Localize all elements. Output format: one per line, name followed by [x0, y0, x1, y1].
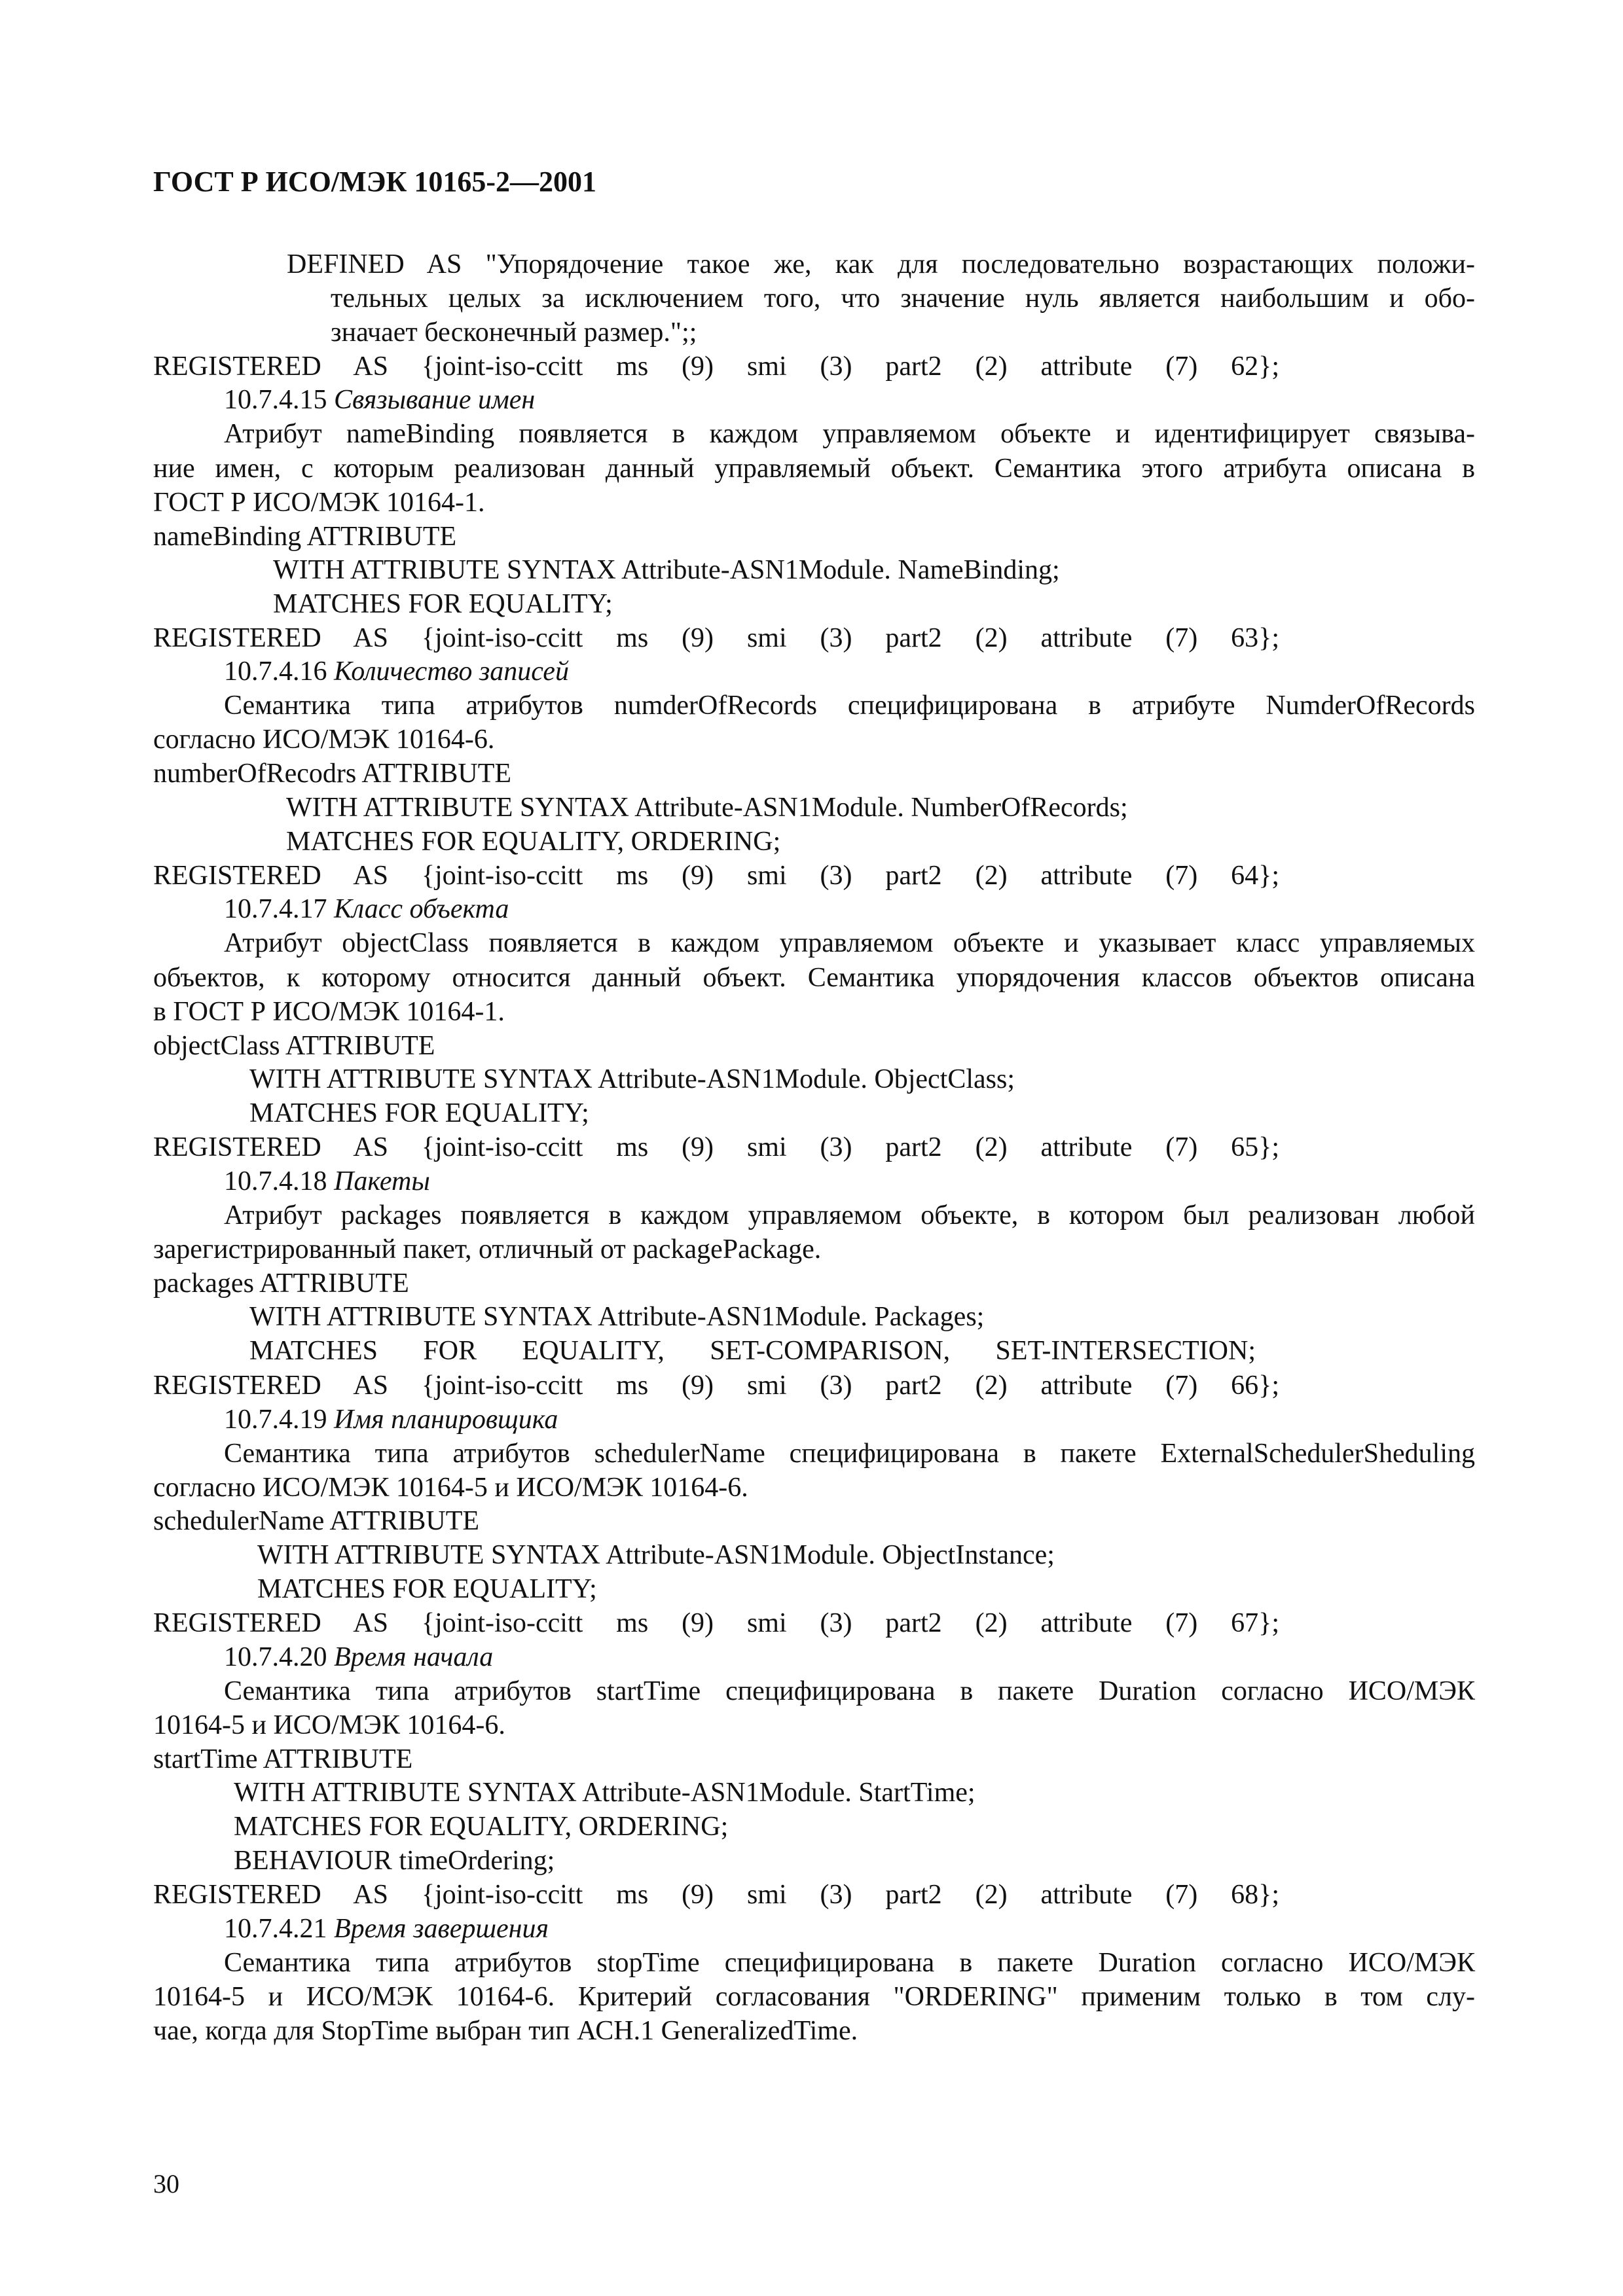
- text-line: [153, 1609, 1279, 1637]
- text-line: [234, 1779, 976, 1806]
- section-title: Класс объекта: [334, 894, 509, 924]
- line-text: schedulerName ATTRIBUTE: [153, 1506, 480, 1536]
- page-number: 30: [153, 2169, 179, 2198]
- text-line: [234, 1813, 728, 1840]
- line-text: REGISTERED AS {joint-iso-ccitt ms (9) smi (3) part2 (2) attribute (7) 62};: [153, 351, 1279, 382]
- text-line: [153, 1032, 435, 1060]
- text-line: [287, 251, 1475, 278]
- line-text: 10164-5 и ИСО/МЭК 10164-6. Критерий согласования "ORDERING" применим только в том слу-: [153, 1982, 1475, 2012]
- line-text: numberOfRecodrs ATTRIBUTE: [153, 759, 512, 789]
- text-line: [224, 692, 1475, 719]
- line-text: зарегистрированный пакет, отличный от packagePackage.: [153, 1234, 822, 1265]
- text-line: [153, 1881, 1279, 1909]
- section-heading: [224, 1643, 493, 1671]
- line-text: 10164-5 и ИСО/МЭК 10164-6.: [153, 1710, 505, 1740]
- text-line: [153, 964, 1475, 992]
- line-text: REGISTERED AS {joint-iso-ccitt ms (9) smi (3) part2 (2) attribute (7) 67};: [153, 1608, 1279, 1638]
- section-heading: [224, 1915, 549, 1943]
- section-title: Время начала: [334, 1642, 494, 1672]
- line-text: REGISTERED AS {joint-iso-ccitt ms (9) smi (3) part2 (2) attribute (7) 68};: [153, 1880, 1279, 1910]
- line-text: MATCHES FOR EQUALITY, ORDERING;: [286, 827, 781, 857]
- text-line: [224, 929, 1475, 957]
- line-text: Атрибут objectClass появляется в каждом управляемом объекте и указывает класс управляемых: [224, 928, 1475, 958]
- line-text: WITH ATTRIBUTE SYNTAX Attribute-ASN1Module. ObjectInstance;: [257, 1540, 1055, 1570]
- section-title: Пакеты: [334, 1166, 430, 1196]
- text-line: [153, 1712, 505, 1739]
- section-title: Имя планировщика: [334, 1405, 558, 1435]
- line-text: REGISTERED AS {joint-iso-ccitt ms (9) smi (3) part2 (2) attribute (7) 63};: [153, 623, 1279, 653]
- section-title: Связывание имен: [334, 385, 536, 415]
- section-title: Количество записей: [334, 656, 569, 687]
- section-heading: [224, 386, 535, 414]
- line-text: WITH ATTRIBUTE SYNTAX Attribute-ASN1Module. NumberOfRecords;: [286, 793, 1128, 823]
- line-text: согласно ИСО/МЭК 10164-6.: [153, 725, 495, 755]
- section-title: Время завершения: [334, 1914, 549, 1944]
- line-text: MATCHES FOR EQUALITY, SET-COMPARISON, SET-INTERSECTION;: [249, 1336, 1256, 1366]
- text-line: [153, 760, 511, 787]
- text-line: [257, 1575, 597, 1603]
- line-text: MATCHES FOR EQUALITY, ORDERING;: [234, 1812, 729, 1842]
- line-text: Атрибут nameBinding появляется в каждом управляемом объекте и идентифицирует связыва-: [224, 419, 1475, 449]
- line-text: Семантика типа атрибутов schedulerName специфицирована в пакете ExternalSchedulerSheduling: [224, 1439, 1475, 1469]
- text-line: [153, 1134, 1279, 1161]
- section-heading: [224, 658, 569, 685]
- section-heading: [224, 895, 509, 923]
- line-text: DEFINED AS "Упорядочение такое же, как для последовательно возрастающих положи-: [287, 249, 1475, 279]
- text-line: [273, 590, 613, 618]
- text-line: [153, 1372, 1279, 1399]
- text-line: [153, 1270, 409, 1297]
- section-number: 10.7.4.21: [224, 1914, 334, 1944]
- text-line: [224, 1440, 1475, 1467]
- line-text: WITH ATTRIBUTE SYNTAX Attribute-ASN1Module. Packages;: [249, 1302, 985, 1332]
- line-text: тельных целых за исключением того, что значение нуль является наибольшим и обо-: [331, 283, 1475, 314]
- text-line: [249, 1303, 984, 1331]
- line-text: объектов, к которому относится данный объект. Семантика упорядочения классов объектов описана: [153, 963, 1475, 993]
- text-line: [153, 1746, 412, 1773]
- line-text: согласно ИСО/МЭК 10164-5 и ИСО/МЭК 10164-6.: [153, 1473, 748, 1503]
- line-text: MATCHES FOR EQUALITY;: [249, 1098, 589, 1128]
- text-line: [153, 1983, 1475, 2011]
- text-line: [153, 1507, 479, 1535]
- text-line: [224, 1949, 1475, 1977]
- line-text: objectClass ATTRIBUTE: [153, 1031, 435, 1061]
- text-line: [286, 828, 780, 855]
- line-text: packages ATTRIBUTE: [153, 1268, 409, 1299]
- line-text: BEHAVIOUR timeOrdering;: [234, 1846, 555, 1876]
- text-line: [286, 794, 1128, 821]
- line-text: REGISTERED AS {joint-iso-ccitt ms (9) smi (3) part2 (2) attribute (7) 64};: [153, 861, 1279, 891]
- text-line: [153, 624, 1279, 652]
- text-line: [249, 1066, 1015, 1093]
- line-text: REGISTERED AS {joint-iso-ccitt ms (9) smi (3) part2 (2) attribute (7) 65};: [153, 1132, 1279, 1162]
- text-line: [153, 523, 456, 550]
- text-line: [153, 489, 485, 516]
- text-line: [249, 1100, 589, 1127]
- section-number: 10.7.4.15: [224, 385, 334, 415]
- line-text: ГОСТ Р ИСО/МЭК 10164-1.: [153, 488, 485, 518]
- line-text: WITH ATTRIBUTE SYNTAX Attribute-ASN1Module. NameBinding;: [273, 555, 1060, 585]
- line-text: ние имен, с которым реализован данный управляемый объект. Семантика этого атрибута описана в: [153, 454, 1475, 484]
- text-line: [153, 998, 505, 1026]
- line-text: значает бесконечный размер.";;: [331, 317, 697, 348]
- text-line: [331, 285, 1475, 312]
- line-text: startTime ATTRIBUTE: [153, 1744, 413, 1774]
- text-line: [153, 353, 1279, 380]
- section-number: 10.7.4.19: [224, 1405, 334, 1435]
- line-text: WITH ATTRIBUTE SYNTAX Attribute-ASN1Module. StartTime;: [234, 1778, 976, 1808]
- text-line: [249, 1337, 1256, 1365]
- line-text: MATCHES FOR EQUALITY;: [273, 589, 613, 619]
- line-text: Семантика типа атрибутов startTime специфицирована в пакете Duration согласно ИСО/МЭК: [224, 1676, 1475, 1706]
- text-line: [224, 1202, 1475, 1229]
- section-heading: [224, 1406, 558, 1433]
- text-line: [153, 726, 494, 753]
- line-text: чае, когда для StopTime выбран тип АСН.1 GeneralizedTime.: [153, 2016, 858, 2046]
- line-text: nameBinding ATTRIBUTE: [153, 522, 457, 552]
- text-line: [153, 455, 1475, 482]
- line-text: REGISTERED AS {joint-iso-ccitt ms (9) smi (3) part2 (2) attribute (7) 66};: [153, 1371, 1279, 1401]
- line-text: Семантика типа атрибутов stopTime специфицирована в пакете Duration согласно ИСО/МЭК: [224, 1948, 1475, 1978]
- document-header: ГОСТ Р ИСО/МЭК 10165-2—2001: [153, 166, 597, 198]
- text-line: [234, 1847, 555, 1874]
- line-text: MATCHES FOR EQUALITY;: [257, 1574, 597, 1604]
- text-line: [331, 319, 697, 346]
- text-line: [153, 1474, 748, 1501]
- text-line: [153, 1236, 821, 1263]
- line-text: Атрибут packages появляется в каждом управляемом объекте, в котором был реализован любой: [224, 1200, 1475, 1230]
- text-line: [153, 862, 1279, 889]
- section-number: 10.7.4.18: [224, 1166, 334, 1196]
- section-number: 10.7.4.17: [224, 894, 334, 924]
- line-text: Семантика типа атрибутов numderOfRecords специфицирована в атрибуте NumderOfRecords: [224, 691, 1475, 721]
- section-number: 10.7.4.16: [224, 656, 334, 687]
- line-text: WITH ATTRIBUTE SYNTAX Attribute-ASN1Module. ObjectClass;: [249, 1064, 1015, 1094]
- text-line: [273, 556, 1060, 584]
- line-text: в ГОСТ Р ИСО/МЭК 10164-1.: [153, 997, 505, 1027]
- section-heading: [224, 1168, 430, 1195]
- text-line: [153, 2017, 858, 2045]
- text-line: [257, 1541, 1055, 1569]
- text-line: [224, 420, 1475, 448]
- text-line: [224, 1677, 1475, 1705]
- section-number: 10.7.4.20: [224, 1642, 334, 1672]
